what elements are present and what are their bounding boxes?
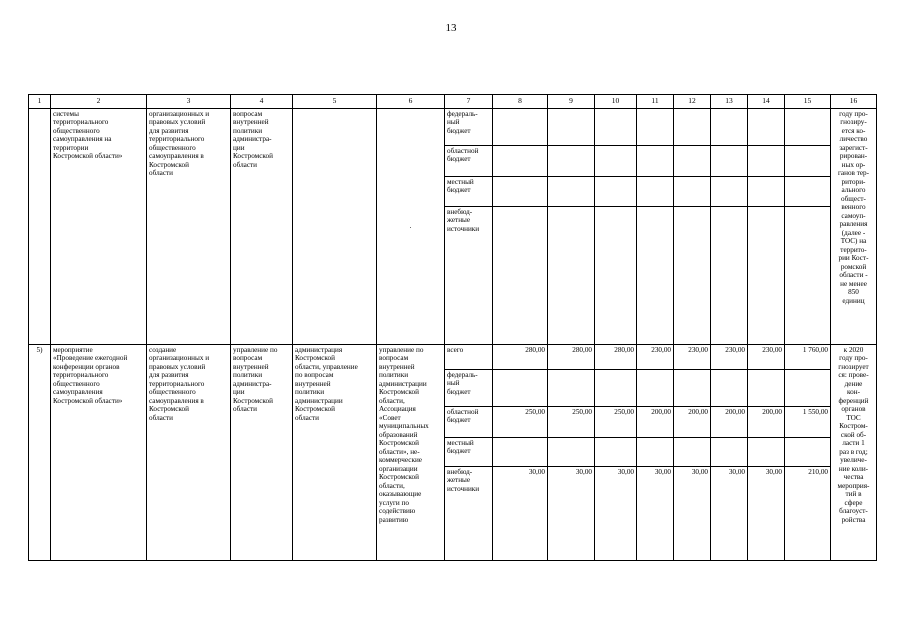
participants-cell: управление по вопросам внутренней политики администрации Костромской области, Ассоциация «Совет муниципальных образований Костромской области», не- коммерческие организации Костромской области, оказывающие услуги по содействию развитию [377, 345, 445, 561]
value-cell [711, 146, 748, 177]
table-row [29, 345, 877, 370]
value-cell: 230,00 [674, 345, 711, 370]
responsible-cell: вопросам внутренней политики администра- ции Костромской области [231, 109, 293, 345]
value-cell [493, 438, 548, 467]
value-cell [637, 146, 674, 177]
funding-source-cell: местный бюджет [445, 438, 493, 467]
value-cell [674, 146, 711, 177]
value-cell: 200,00 [748, 407, 785, 438]
value-cell [748, 109, 785, 146]
value-cell [548, 109, 595, 146]
header-cell: 1 [29, 95, 51, 109]
value-cell [637, 207, 674, 345]
value-cell [785, 370, 831, 407]
value-cell [785, 109, 831, 146]
value-cell [711, 207, 748, 345]
value-cell [493, 177, 548, 207]
value-cell: 230,00 [711, 345, 748, 370]
value-cell: 30,00 [748, 467, 785, 561]
value-cell: 280,00 [548, 345, 595, 370]
value-cell: 250,00 [548, 407, 595, 438]
value-cell [711, 370, 748, 407]
value-cell [674, 207, 711, 345]
header-cell: 2 [51, 95, 147, 109]
value-cell [595, 370, 637, 407]
funding-source-cell: областной бюджет [445, 407, 493, 438]
value-cell [748, 438, 785, 467]
value-cell: 1 550,00 [785, 407, 831, 438]
funding-source-cell: федераль- ный бюджет [445, 370, 493, 407]
value-cell [674, 370, 711, 407]
value-cell: 30,00 [637, 467, 674, 561]
coexecutor-cell: администрация Костромской области, управление по вопросам внутренней политики администрации Костромской области [293, 345, 377, 561]
value-cell [548, 438, 595, 467]
value-cell: 200,00 [711, 407, 748, 438]
value-cell [637, 370, 674, 407]
value-cell: 250,00 [493, 407, 548, 438]
header-row [29, 95, 877, 109]
event-name-cell: системы территориального общественного самоуправления на территории Костромской области» [51, 109, 147, 345]
header-cell: 9 [548, 95, 595, 109]
value-cell [548, 207, 595, 345]
value-cell [493, 207, 548, 345]
value-cell [674, 109, 711, 146]
header-cell: 6 [377, 95, 445, 109]
value-cell: 230,00 [637, 345, 674, 370]
funding-source-cell: местный бюджет [445, 177, 493, 207]
value-cell: 250,00 [595, 407, 637, 438]
value-cell [637, 438, 674, 467]
header-cell: 7 [445, 95, 493, 109]
value-cell: 30,00 [548, 467, 595, 561]
header-cell: 12 [674, 95, 711, 109]
value-cell [595, 438, 637, 467]
value-cell: 210,00 [785, 467, 831, 561]
value-cell: 280,00 [493, 345, 548, 370]
header-cell: 5 [293, 95, 377, 109]
header-cell: 15 [785, 95, 831, 109]
stray-mark: . [409, 222, 412, 231]
value-cell [674, 177, 711, 207]
value-cell [674, 438, 711, 467]
header-cell: 3 [147, 95, 231, 109]
value-cell [711, 177, 748, 207]
participants-cell [377, 109, 445, 345]
value-cell: 200,00 [637, 407, 674, 438]
funding-source-cell: всего [445, 345, 493, 370]
value-cell [548, 370, 595, 407]
value-cell [493, 146, 548, 177]
row-number-cell [29, 109, 51, 345]
value-cell: 30,00 [674, 467, 711, 561]
value-cell [748, 146, 785, 177]
page-number: 13 [445, 22, 457, 34]
value-cell [493, 370, 548, 407]
value-cell [785, 177, 831, 207]
header-cell: 4 [231, 95, 293, 109]
value-cell [548, 177, 595, 207]
goal-cell: организационных и правовых условий для развития территориального общественного самоуправления в Костромской области [147, 109, 231, 345]
header-cell: 13 [711, 95, 748, 109]
goal-cell: создание организационных и правовых условий для развития территориального общественного самоуправления в Костромской области [147, 345, 231, 561]
value-cell: 30,00 [595, 467, 637, 561]
value-cell [595, 146, 637, 177]
funding-source-cell: внебюд- жетные источники [445, 467, 493, 561]
value-cell [595, 177, 637, 207]
value-cell [637, 109, 674, 146]
value-cell [785, 146, 831, 177]
result-cell: году про- гнозиру- ется ко- личество зарегист- рирован- ных ор- ганов тер- ритори- ального общест- венного самоуп- равления (далее - ТОС) на террито- рии Кост- ромской области - не менее 850 единиц [831, 109, 877, 345]
value-cell [785, 438, 831, 467]
value-cell [637, 177, 674, 207]
value-cell [595, 207, 637, 345]
value-cell [748, 207, 785, 345]
funding-source-cell: внебюд- жетные источники [445, 207, 493, 345]
value-cell [711, 438, 748, 467]
value-cell [493, 109, 548, 146]
value-cell [548, 146, 595, 177]
value-cell: 30,00 [711, 467, 748, 561]
event-name-cell: мероприятие «Проведение ежегодной конференции органов территориального общественного самоуправления Костромской области» [51, 345, 147, 561]
value-cell: 1 760,00 [785, 345, 831, 370]
table-row [29, 109, 877, 146]
value-cell [748, 177, 785, 207]
header-cell: 14 [748, 95, 785, 109]
value-cell: 30,00 [493, 467, 548, 561]
value-cell [748, 370, 785, 407]
value-cell [595, 109, 637, 146]
value-cell: 280,00 [595, 345, 637, 370]
row-number-cell: 5) [29, 345, 51, 561]
value-cell: 230,00 [748, 345, 785, 370]
value-cell [785, 207, 831, 345]
header-cell: 10 [595, 95, 637, 109]
coexecutor-cell [293, 109, 377, 345]
header-cell: 8 [493, 95, 548, 109]
header-cell: 16 [831, 95, 877, 109]
funding-source-cell: федераль- ный бюджет [445, 109, 493, 146]
responsible-cell: управление по вопросам внутренней политики администра- ции Костромской области [231, 345, 293, 561]
program-table [28, 94, 877, 561]
funding-source-cell: областной бюджет [445, 146, 493, 177]
value-cell: 200,00 [674, 407, 711, 438]
header-cell: 11 [637, 95, 674, 109]
value-cell [711, 109, 748, 146]
result-cell: к 2020 году про- гнозирует ся: прове- дение кон- ференций органов ТОС Костром- ской об- ласти 1 раз в год; увеличе- ние коли- чества мероприя- тий в сфере благоуст- ройства [831, 345, 877, 561]
